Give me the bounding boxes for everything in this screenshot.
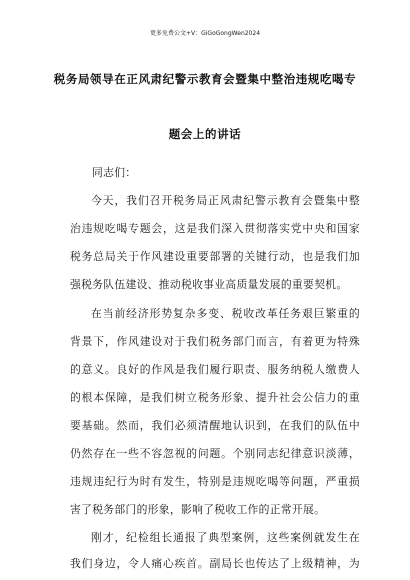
body-line: 违规违纪行为时有发生，特别是违规吃喝等问题，严重损 <box>70 475 360 488</box>
body-line: 害了税务部门的形象，影响了税收工作的正常开展。 <box>70 503 326 516</box>
body-line: 刚才，纪检组长通报了典型案例，这些案例就发生在 <box>91 531 360 544</box>
body-line: 的意义。良好的作风是我们履行职责、服务纳税人缴费人 <box>70 363 360 376</box>
body-line: 税务总局关于作风建设重要部署的关键行动，也是我们加 <box>70 250 360 263</box>
body-line: 我们身边，令人痛心疾首。副局长也传达了上级精神，为 <box>70 557 360 570</box>
body-line: 的根本保障，是我们树立税务形象、提升社会公信力的重 <box>70 391 360 404</box>
salutation: 同志们： <box>92 166 137 179</box>
body-line: 要基础。然而，我们必须清醒地认识到，在我们的队伍中 <box>70 419 360 432</box>
body-line: 强税务队伍建设、推动税收事业高质量发展的重要契机。 <box>70 278 348 291</box>
document-title-line-1: 税务局领导在正风肃纪警示教育会暨集中整治违规吃喝专 <box>53 72 357 86</box>
body-line: 背景下，作风建设对于我们税务部门而言，有着更为特殊 <box>70 335 360 348</box>
document-title-line-2: 题会上的讲话 <box>168 127 242 141</box>
body-line: 在当前经济形势复杂多变、税收改革任务艰巨繁重的 <box>91 307 360 320</box>
body-line: 今天，我们召开税务局正风肃纪警示教育会暨集中整 <box>91 194 360 207</box>
body-line: 仍然存在一些不容忽视的问题。个别同志纪律意识淡薄， <box>70 447 360 460</box>
body-line: 治违规吃喝专题会，这是我们深入贯彻落实党中央和国家 <box>70 222 360 235</box>
header-note: 更多免费公文+V：GiGoGongWen2024 <box>149 30 261 37</box>
